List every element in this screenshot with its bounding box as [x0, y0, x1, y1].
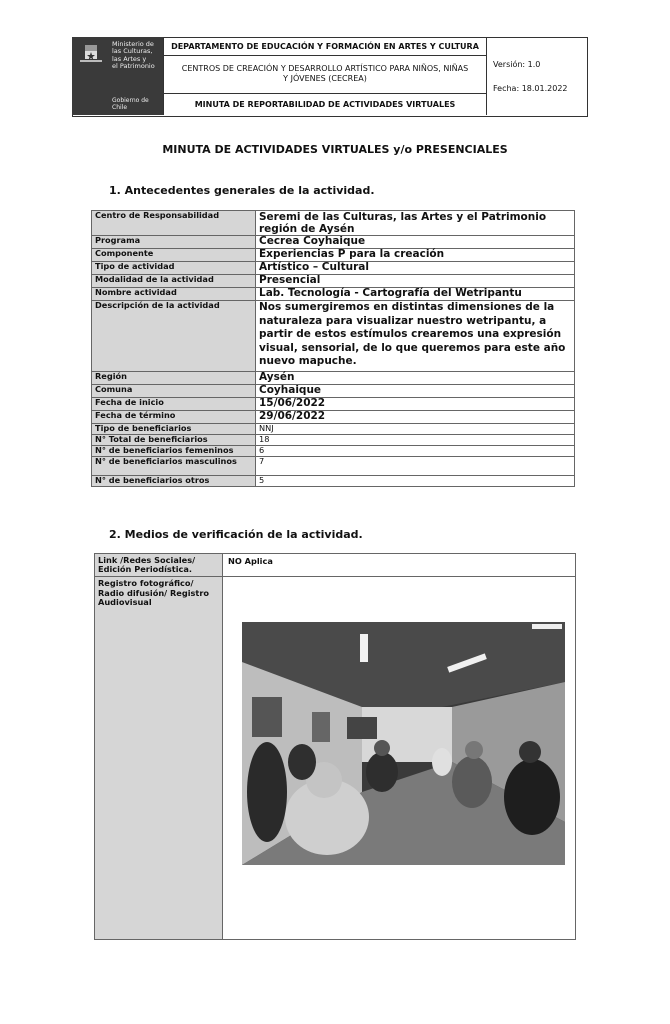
version-date-cell: [486, 37, 586, 115]
section-1-heading: 1. Antecedentes generales de la actividad.: [109, 184, 375, 197]
activity-details-table: [91, 210, 575, 487]
row-label: Componente: [92, 249, 256, 262]
row-value: 15/06/2022: [256, 398, 575, 411]
row-value: 29/06/2022: [256, 411, 575, 424]
table-row: [92, 301, 575, 372]
row-value: 18: [256, 435, 575, 446]
row-value: 5: [256, 476, 575, 487]
row-value: Seremi de las Culturas, las Artes y el Patrimonio región de Aysén: [256, 211, 575, 236]
table-row: [92, 385, 575, 398]
row-label: Programa: [92, 236, 256, 249]
row-label: Centro de Responsabilidad: [92, 211, 256, 236]
link-value: NO Aplica: [228, 556, 273, 566]
link-label: Link /Redes Sociales/ Edición Periodística.: [98, 555, 196, 574]
row-value: 6: [256, 446, 575, 457]
row-label: Tipo de actividad: [92, 262, 256, 275]
row-label: Comuna: [92, 385, 256, 398]
department-title: DEPARTAMENTO DE EDUCACIÓN Y FORMACIÓN EN ARTES Y CULTURA: [164, 37, 486, 56]
row-label: N° Total de beneficiarios: [92, 435, 256, 446]
table-row: [92, 446, 575, 457]
row-label: Modalidad de la actividad: [92, 275, 256, 288]
table-row: [92, 411, 575, 424]
government-label: Gobierno de Chile: [112, 97, 149, 111]
table-row: [92, 211, 575, 236]
table-row: [92, 457, 575, 476]
table-row: [92, 424, 575, 435]
table-row: [92, 372, 575, 385]
coat-of-arms-icon: [78, 43, 104, 65]
row-value: Nos sumergiremos en distintas dimensiones de la naturaleza para visualizar nuestro wetripantu, a partir de estos estímulos crearemos una expresión visual, sensorial, de lo que queremos para este año nuevo mapuche.: [256, 301, 575, 372]
row-divider: [95, 576, 575, 577]
row-value: Coyhaique: [256, 385, 575, 398]
row-label: N° de beneficiarios femeninos: [92, 446, 256, 457]
table-row: [92, 398, 575, 411]
ministry-name: Ministerio de las Culturas, las Artes y el Patrimonio: [112, 40, 155, 71]
row-label: Descripción de la actividad: [92, 301, 256, 372]
activity-photo: [242, 622, 565, 865]
verification-label-column: [95, 554, 223, 939]
table-row: [92, 288, 575, 301]
table-row: [92, 435, 575, 446]
row-label: Nombre actividad: [92, 288, 256, 301]
workshop-room-photo: [242, 622, 565, 865]
table-row: [92, 275, 575, 288]
table-row: [92, 249, 575, 262]
row-value: 7: [256, 457, 575, 476]
row-value: Presencial: [256, 275, 575, 288]
document-type: MINUTA DE REPORTABILIDAD DE ACTIVIDADES VIRTUALES: [194, 100, 456, 109]
row-value: Experiencias P para la creación: [256, 249, 575, 262]
row-value: NNJ: [256, 424, 575, 435]
row-label: Fecha de término: [92, 411, 256, 424]
section-2-heading: 2. Medios de verificación de la actividad.: [109, 528, 363, 541]
row-value: Aysén: [256, 372, 575, 385]
row-value: Cecrea Coyhaique: [256, 236, 575, 249]
document-title: MINUTA DE ACTIVIDADES VIRTUALES y/o PRESENCIALES: [162, 143, 508, 156]
row-label: N° de beneficiarios otros: [92, 476, 256, 487]
ministry-logo: [72, 37, 164, 115]
program-title: CENTROS DE CREACIÓN Y DESARROLLO ARTÍSTICO PARA NIÑOS, NIÑAS Y JÓVENES (CECREA): [164, 56, 486, 94]
registry-label: Registro fotográfico/ Radio difusión/ Registro Audiovisual: [98, 578, 209, 607]
row-value: Artístico – Cultural: [256, 262, 575, 275]
row-label: Región: [92, 372, 256, 385]
date-label: Fecha: 18.01.2022: [493, 84, 568, 93]
table-row: [92, 476, 575, 487]
row-label: N° de beneficiarios masculinos: [92, 457, 256, 476]
table-row: [92, 236, 575, 249]
version-label: Versión: 1.0: [493, 60, 541, 69]
table-row: [92, 262, 575, 275]
row-value: Lab. Tecnología - Cartografía del Wetripantu: [256, 288, 575, 301]
row-label: Tipo de beneficiarios: [92, 424, 256, 435]
row-label: Fecha de inicio: [92, 398, 256, 411]
